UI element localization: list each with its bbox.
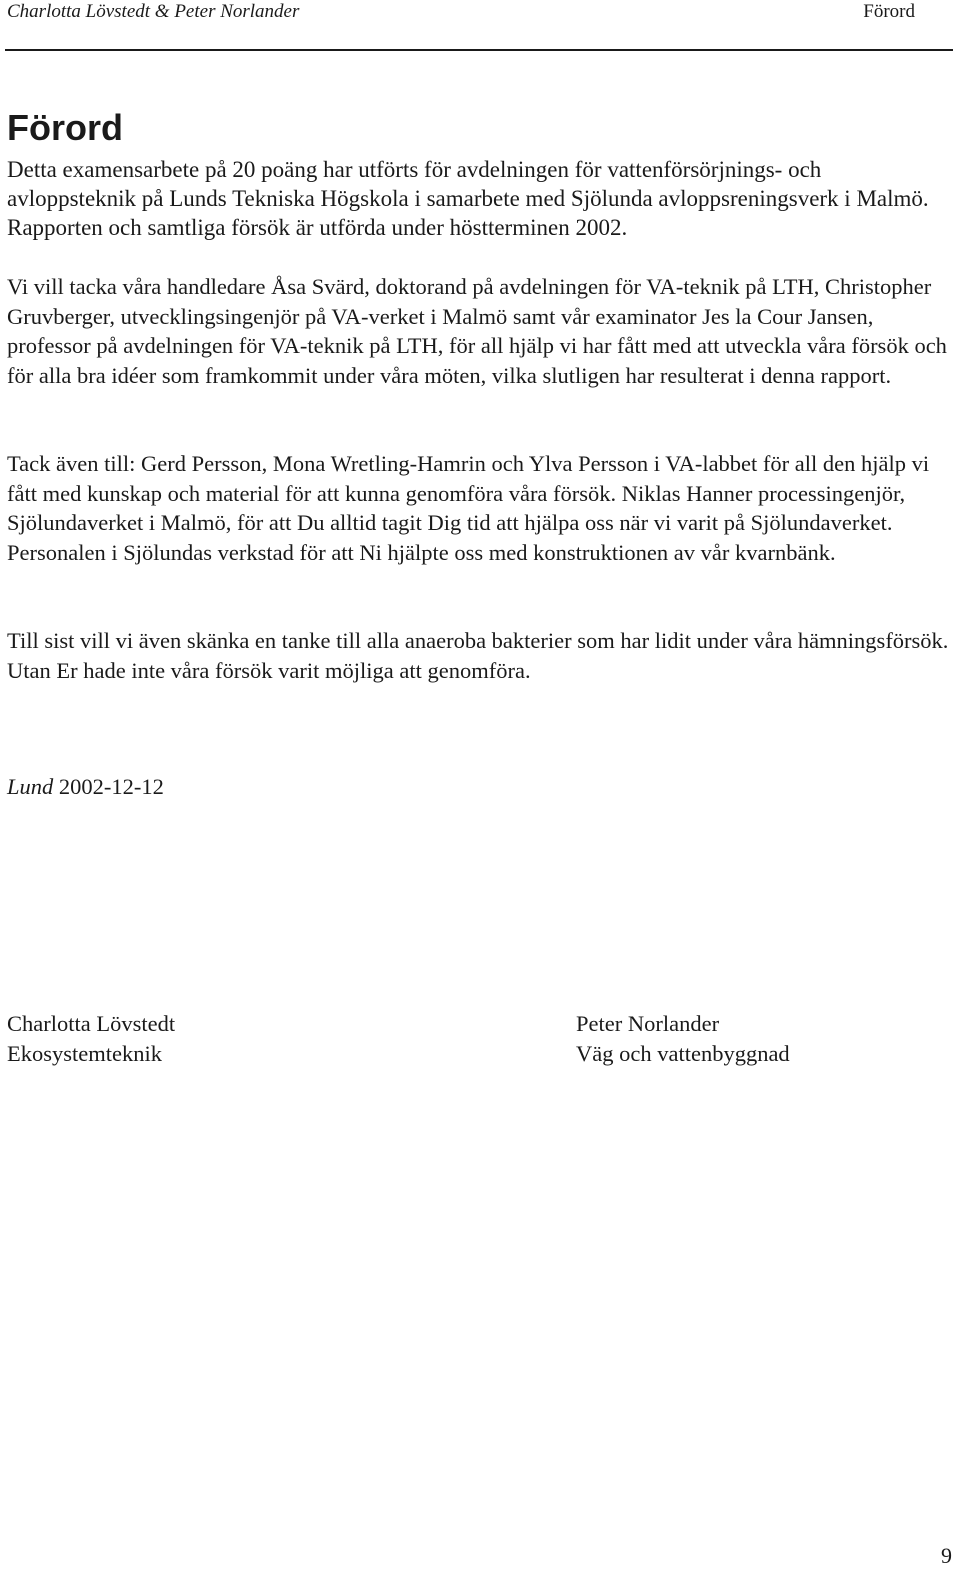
header-authors: Charlotta Lövstedt & Peter Norlander [7,1,300,22]
signer-2 [576,1009,790,1068]
paragraph-intro: Detta examensarbete på 20 poäng har utförts för avdelningen för vattenförsörjnings- och avloppsteknik på Lunds Tekniska Högskola i samarbete med Sjölunda avloppsreningsverk i Malmö. Rapporten och samtliga försök är utförda under höstterminen 2002. [7,157,929,240]
paragraph-closing: Till sist vill vi även skänka en tanke till alla anaeroba bakterier som har lidit under våra hämningsförsök. Utan Er hade inte våra försök varit möjliga att genomföra. [7,628,949,683]
paragraph-thanks: Tack även till: Gerd Persson, Mona Wretling-Hamrin och Ylva Persson i VA-labbet för all den hjälp vi fått med kunskap och material för att kunna genomföra våra försök. Niklas Hanner processingenjör, Sjölundaverket i Malmö, för att Du alltid tagit Dig tid att hjälpa oss när vi varit på Sjölundaverket. Personalen i Sjölundas verkstad för att Ni hjälpte oss med konstruktionen av vår kvarnbänk. [7,451,930,565]
page-number: 9 [941,1543,952,1568]
place-date [7,772,164,802]
signer-affiliation: Ekosystemteknik [7,1040,162,1066]
signature-place: Lund [7,774,54,799]
running-header [7,0,953,28]
signer-1 [7,1009,175,1068]
page-title: Förord [7,107,123,148]
header-rule [5,49,953,51]
paragraph-acknowledgements: Vi vill tacka våra handledare Åsa Svärd, doktorand på avdelningen för VA-teknik på LTH, Christopher Gruvberger, utvecklingsingenjör på VA-verket i Malmö samt vår examinator Jes la Cour Jansen, professor på avdelningen för VA-teknik på LTH, för all hjälp vi har fått med att utveckla våra försök och för alla bra idéer som framkommit under våra möten, vilka slutligen har resulterat i denna rapport. [7,274,947,388]
signature-date: 2002-12-12 [58,774,164,799]
signer-name: Charlotta Lövstedt [7,1011,176,1036]
signer-name: Peter Norlander [576,1011,720,1036]
signer-affiliation: Väg och vattenbyggnad [576,1040,790,1066]
header-section: Förord [863,1,915,22]
